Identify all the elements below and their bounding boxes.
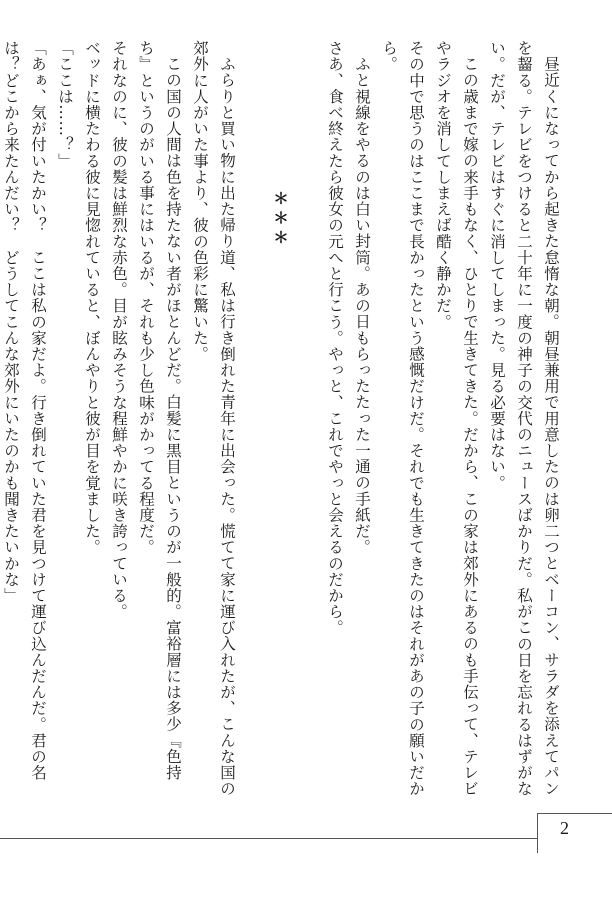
paragraph: 昼近くになってから起きた怠惰な朝。朝昼兼用で用意したのは卵二つとベーコン、サラダを添えてパンを齧る。テレビをつけると二十年に一度の神子の交代のニュースばかりだ。私がこの日を忘れるはずがない。だが、テレビはすぐに消してしまった。見る必要はない。	[488, 40, 560, 797]
paragraph: その中で思うのはここまで長かったという感慨だけだ。それでも生きてきたのはそれがあの子の願いだから。	[380, 40, 425, 797]
footer-rule-tail	[597, 813, 612, 814]
paragraph: それなのに、彼の髪は鮮烈な赤色。目が眩みそうな程鮮やかに咲き誇っている。	[110, 40, 128, 620]
paragraph: この歳まで嫁の来手もなく、ひとりで生きてきた。だから、この家は郊外にあるのも手伝って、テレビやラジオを消してしまえば酷く静かだ。	[434, 40, 479, 797]
dialogue-line: 「ここは……？」	[56, 40, 74, 169]
section-separator: ＊＊＊	[271, 190, 290, 249]
paragraph: さあ、食べ終えたら彼女の元へと行こう。やっと、これでやっと会えるのだから。	[326, 40, 344, 636]
page-number: 2	[560, 818, 569, 838]
paragraph: この国の人間は色を持たない者がほとんどだ。白髪に黒目というのが一般的。富裕層には多少『色持ち』というのがいる事にはいるが、それも少し色味がかってる程度だ。	[137, 40, 182, 780]
dialogue-line: 「あぁ、気が付いたかい？ ここは私の家だよ。行き倒れていた君を見つけて運び込んだんだ。君の名は？どこから来たんだい？ どうしてこんな郊外にいたのかも聞きたいかな」	[2, 40, 47, 781]
footer-rule	[0, 838, 538, 839]
body-text	[0, 40, 564, 800]
blank-line	[294, 40, 321, 800]
paragraph: ベッドに横たわる彼に見惚れていると、ぼんやりと彼が目を覚ました。	[83, 40, 101, 556]
paragraph: ふと視線をやるのは白い封筒。あの日もらったたった一通の手紙だ。	[353, 55, 371, 555]
blank-line	[240, 40, 267, 800]
paragraph: ふらりと買い物に出た帰り道、私は行き倒れた青年に出会った。慌てて家に運び入れたが、こんな国の郊外に人がいた事より、彼の色彩に驚いた。	[191, 40, 236, 797]
